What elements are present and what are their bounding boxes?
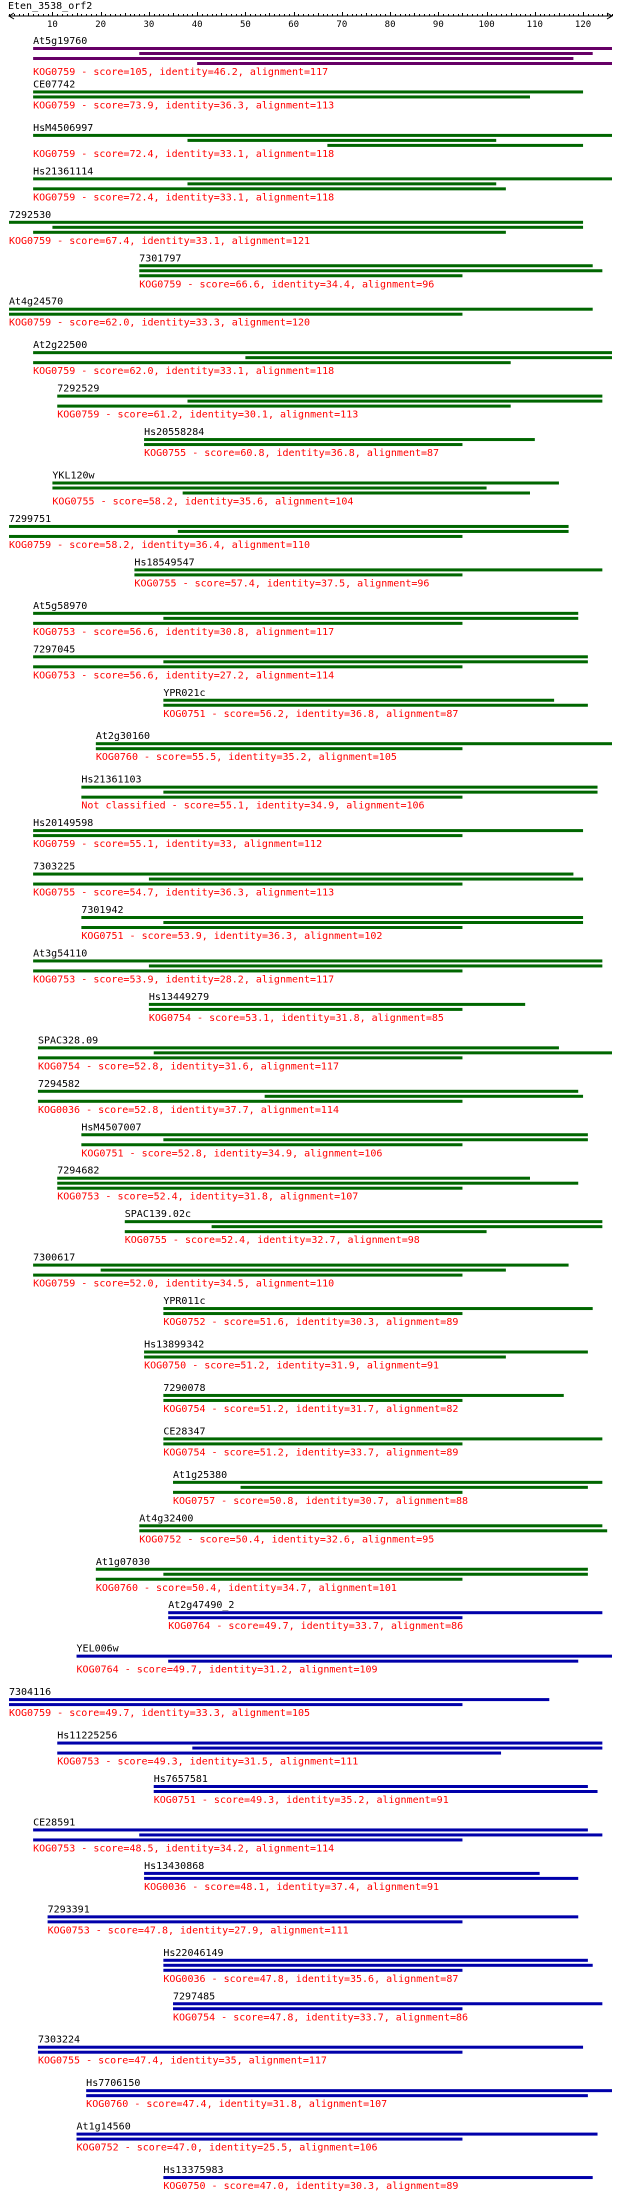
hit-score-label: KOG0036 - score=48.1, identity=37.4, alignment=91 [144, 1881, 440, 1893]
hit-name: 7300617 [33, 1252, 76, 1264]
axis-tick-label: 90 [432, 20, 444, 30]
alignment-segment [9, 221, 583, 224]
alignment-segment [149, 964, 602, 967]
hit-score-label: KOG0757 - score=50.8, identity=30.7, alignment=88 [173, 1495, 469, 1507]
hit-name: Hs21361114 [33, 166, 94, 178]
hit-row[interactable] [33, 862, 583, 899]
hit-score-label: Not classified - score=55.1, identity=34.9, alignment=106 [81, 800, 425, 812]
alignment-segment [154, 1790, 598, 1793]
hit-score-label: KOG0751 - score=52.8, identity=34.9, alignment=106 [81, 1148, 383, 1160]
hit-name: YPR011c [163, 1296, 206, 1308]
hit-score-label: KOG0753 - score=48.5, identity=34.2, alignment=114 [33, 1843, 335, 1855]
alignment-segment [33, 47, 612, 50]
hit-name: At2g30160 [95, 731, 151, 743]
hit-row[interactable] [57, 1166, 578, 1203]
alignment-segment [163, 1399, 462, 1402]
alignment-segment [163, 699, 554, 702]
alignment-segment [77, 2133, 598, 2136]
axis-tick-label: 80 [384, 20, 396, 30]
axis-tick-label: 60 [288, 20, 300, 30]
alignment-segment [149, 878, 583, 881]
hit-score-label: KOG0759 - score=55.1, identity=33, alignment=112 [33, 839, 323, 851]
hit-score-label: KOG0754 - score=51.2, identity=33.7, alignment=89 [163, 1447, 459, 1459]
alignment-segment [33, 187, 506, 190]
hit-list [9, 36, 612, 2192]
hit-name: Hs13375983 [163, 2165, 224, 2177]
hit-row[interactable] [168, 1600, 602, 1632]
hit-name: Hs18549547 [134, 557, 195, 569]
alignment-segment [38, 1100, 463, 1103]
hit-row[interactable] [81, 1122, 588, 1159]
alignment-segment [139, 1529, 607, 1532]
hit-score-label: KOG0751 - score=56.2, identity=36.8, alignment=87 [163, 708, 459, 720]
alignment-segment [86, 2094, 588, 2097]
alignment-segment [163, 1959, 588, 1962]
hit-name: At1g25380 [173, 1469, 228, 1481]
alignment-segment [168, 1660, 578, 1663]
alignment-segment [144, 1356, 506, 1359]
alignment-segment [38, 1056, 463, 1059]
alignment-segment [144, 1351, 588, 1354]
hit-score-label: KOG0760 - score=50.4, identity=34.7, alignment=101 [95, 1582, 397, 1594]
alignment-segment [173, 1481, 602, 1484]
hit-row[interactable] [9, 297, 593, 329]
hit-score-label: KOG0752 - score=51.6, identity=30.3, alignment=89 [163, 1317, 459, 1329]
alignment-segment [144, 1872, 540, 1875]
hit-score-label: KOG0755 - score=58.2, identity=35.6, alignment=104 [52, 496, 354, 508]
hit-row[interactable] [163, 1383, 563, 1415]
hit-name: 7303224 [37, 2034, 81, 2046]
alignment-segment [163, 660, 588, 663]
hit-name: Hs7706150 [86, 2078, 141, 2090]
hit-name: Hs21361103 [81, 774, 142, 786]
alignment-segment [57, 1177, 530, 1180]
hit-score-label: KOG0754 - score=47.8, identity=33.7, alignment=86 [173, 2012, 469, 2024]
alignment-segment [48, 1920, 463, 1923]
hit-name: HsM4507007 [81, 1122, 142, 1134]
alignment-segment [139, 269, 602, 272]
alignment-segment [33, 351, 612, 354]
alignment-segment [149, 1008, 463, 1011]
alignment-segment [81, 1143, 462, 1146]
hit-row[interactable] [38, 1035, 612, 1072]
hit-row[interactable] [86, 2078, 612, 2110]
alignment-segment [144, 1877, 578, 1880]
alignment-segment [33, 612, 578, 615]
hit-row[interactable] [163, 1948, 592, 1985]
alignment-segment [212, 1225, 603, 1228]
alignment-segment [265, 1095, 583, 1098]
hit-score-label: KOG0753 - score=47.8, identity=27.9, alignment=111 [47, 1925, 349, 1937]
alignment-segment [163, 1437, 602, 1440]
alignment-segment [245, 356, 612, 359]
hit-score-label: KOG0755 - score=54.7, identity=36.3, alignment=113 [33, 887, 335, 899]
axis-tick-label: 40 [191, 20, 203, 30]
alignment-segment [163, 1442, 462, 1445]
alignment-segment [38, 2046, 583, 2049]
alignment-segment [33, 655, 588, 658]
hit-name: Hs20558284 [144, 427, 205, 439]
hit-name: 7304116 [9, 1687, 52, 1699]
hit-score-label: KOG0751 - score=53.9, identity=36.3, alignment=102 [81, 931, 383, 942]
hit-score-label: KOG0764 - score=49.7, identity=31.2, alignment=109 [76, 1664, 378, 1676]
alignment-segment [173, 2002, 602, 2005]
hit-row[interactable] [33, 1817, 602, 1854]
alignment-segment [163, 1969, 462, 1972]
alignment-segment [9, 1698, 549, 1701]
alignment-segment [57, 1187, 462, 1190]
alignment-segment [163, 2176, 592, 2179]
hit-score-label: KOG0759 - score=62.0, identity=33.3, alignment=120 [9, 317, 311, 329]
alignment-segment [33, 134, 612, 137]
alignment-segment [96, 747, 463, 750]
chart-title: Eten_3538_orf2 [8, 1, 93, 12]
hit-score-label: KOG0759 - score=61.2, identity=30.1, alignment=113 [57, 409, 359, 421]
hit-name: 7292530 [9, 209, 52, 221]
alignment-segment [173, 1491, 462, 1494]
alignment-segment [139, 264, 592, 267]
hit-name: CE28347 [163, 1426, 206, 1438]
hit-name: 7290078 [163, 1382, 206, 1394]
alignment-segment [33, 873, 573, 876]
hit-row[interactable] [139, 1513, 607, 1545]
hit-name: At2g22500 [33, 340, 88, 352]
alignment-segment [139, 52, 592, 55]
hit-name: 7294682 [57, 1165, 100, 1177]
alignment-segment [187, 139, 496, 142]
hit-row[interactable] [134, 557, 602, 589]
hit-score-label: KOG0751 - score=49.3, identity=35.2, alignment=91 [153, 1795, 449, 1806]
alignment-segment [33, 177, 612, 180]
hit-score-label: KOG0759 - score=73.9, identity=36.3, alignment=113 [33, 100, 335, 112]
hit-name: CE07742 [33, 79, 76, 91]
hit-score-label: KOG0760 - score=47.4, identity=31.8, alignment=107 [86, 2099, 388, 2111]
hit-row[interactable] [33, 36, 612, 78]
alignment-segment [101, 1269, 506, 1272]
hit-name: Hs13430868 [144, 1860, 205, 1872]
hit-name: 7301797 [139, 253, 182, 265]
hit-score-label: KOG0755 - score=47.4, identity=35, alignment=117 [37, 2055, 327, 2067]
alignment-segment [139, 274, 462, 277]
alignment-segment [9, 308, 593, 311]
hit-score-label: KOG0753 - score=56.6, identity=27.2, alignment=114 [33, 670, 335, 682]
hit-row[interactable] [144, 1861, 578, 1893]
axis-tick-label: 70 [336, 20, 348, 30]
hit-score-label: KOG0759 - score=66.6, identity=34.4, alignment=96 [139, 279, 435, 291]
hit-name: YEL006w [76, 1643, 119, 1655]
alignment-segment [48, 1915, 579, 1918]
alignment-segment [163, 1138, 588, 1141]
hit-score-label: KOG0754 - score=51.2, identity=31.7, alignment=82 [163, 1403, 459, 1415]
alignment-segment [33, 959, 602, 962]
hit-score-label: KOG0753 - score=49.3, identity=31.5, alignment=111 [57, 1756, 359, 1768]
hit-score-label: KOG0754 - score=52.8, identity=31.6, alignment=117 [37, 1061, 339, 1073]
alignment-segment [163, 791, 597, 794]
hit-score-label: KOG0752 - score=47.0, identity=25.5, alignment=106 [76, 2142, 378, 2154]
hit-score-label: KOG0755 - score=60.8, identity=36.8, alignment=87 [144, 448, 440, 460]
hit-row[interactable] [33, 166, 612, 203]
alignment-segment [139, 1833, 602, 1836]
hit-name: At2g47490_2 [168, 1600, 235, 1612]
hit-row[interactable] [48, 1904, 579, 1936]
alignment-segment [33, 622, 462, 625]
alignment-segment [144, 438, 535, 441]
alignment-segment [77, 2138, 463, 2141]
hit-row[interactable] [9, 210, 583, 247]
hit-name: SPAC139.02c [124, 1209, 192, 1221]
axis-tick-label: 30 [143, 20, 155, 30]
alignment-segment [178, 530, 569, 533]
hit-score-label: KOG0760 - score=55.5, identity=35.2, alignment=105 [95, 752, 397, 764]
hit-name: At1g07030 [95, 1556, 151, 1568]
alignment-segment [52, 487, 486, 490]
alignment-segment [33, 1264, 568, 1267]
hit-row[interactable] [144, 1340, 588, 1372]
alignment-segment [33, 95, 530, 98]
alignment-segment [241, 1486, 588, 1489]
hit-score-label: KOG0759 - score=67.4, identity=33.1, alignment=121 [9, 235, 311, 247]
alignment-segment [9, 313, 462, 316]
alignment-segment [144, 443, 462, 446]
alignment-segment [81, 1133, 588, 1136]
alignment-segment [197, 62, 612, 65]
alignment-segment [187, 400, 602, 403]
alignment-segment [57, 1742, 602, 1745]
alignment-segment [33, 665, 462, 668]
hit-name: At5g58970 [33, 600, 88, 612]
hit-name: 7301942 [81, 905, 124, 916]
alignment-segment [33, 1274, 462, 1277]
alignment-segment [192, 1747, 602, 1750]
hit-row[interactable] [9, 1687, 549, 1719]
alignment-segment [163, 704, 588, 707]
alignment-segment [33, 969, 462, 972]
hit-row[interactable] [57, 384, 602, 421]
alignment-segment [163, 1394, 563, 1397]
alignment-segment [81, 796, 462, 799]
sequence-axis [9, 12, 613, 30]
alignment-segment [327, 144, 583, 147]
hit-score-label: KOG0753 - score=53.9, identity=28.2, alignment=117 [33, 974, 335, 986]
hit-name: YPR021c [163, 687, 206, 699]
axis-tick-label: 120 [574, 20, 592, 30]
hit-score-label: KOG0759 - score=105, identity=46.2, alignment=117 [33, 67, 329, 78]
alignment-segment [52, 482, 559, 485]
hit-row[interactable] [81, 775, 597, 812]
alignment-segment [173, 2007, 462, 2010]
hit-row[interactable] [173, 1991, 602, 2023]
alignment-segment [187, 182, 496, 185]
hit-name: At1g14560 [76, 2121, 131, 2133]
hit-name: 7293391 [47, 1904, 90, 1916]
hit-row[interactable] [163, 1296, 592, 1328]
hit-row[interactable] [38, 2035, 583, 2067]
alignment-segment [81, 926, 462, 929]
alignment-segment [33, 361, 511, 364]
hit-score-label: KOG0759 - score=49.7, identity=33.3, alignment=105 [9, 1708, 311, 1720]
alignment-segment [38, 1090, 578, 1093]
hit-score-label: KOG0759 - score=62.0, identity=33.1, alignment=118 [33, 366, 335, 378]
hit-name: HsM4506997 [33, 122, 94, 134]
hit-name: Hs13899342 [144, 1339, 205, 1351]
hit-row[interactable] [52, 471, 559, 508]
alignment-segment [134, 573, 462, 576]
hit-row[interactable] [154, 1774, 598, 1806]
axis-tick-label: 10 [46, 20, 58, 30]
hit-name: Hs13449279 [148, 991, 210, 1003]
alignment-segment [33, 829, 583, 832]
hit-row[interactable] [96, 731, 612, 763]
hit-name: 7294582 [37, 1078, 81, 1090]
hit-row[interactable] [33, 340, 612, 377]
alignment-segment [57, 395, 602, 398]
alignment-segment [9, 535, 462, 538]
alignment-segment [81, 916, 583, 919]
hit-row[interactable] [33, 948, 602, 985]
hit-name: At4g32400 [139, 1513, 194, 1525]
hit-name: At3g54110 [33, 948, 88, 960]
hit-score-label: KOG0755 - score=52.4, identity=32.7, alignment=98 [124, 1235, 420, 1247]
axis-tick-label: 100 [478, 20, 495, 30]
alignment-segment [38, 2051, 463, 2054]
alignment-segment [163, 1307, 592, 1310]
hit-row[interactable] [144, 427, 535, 459]
alignment-segment [9, 1703, 462, 1706]
alignment-segment [77, 1655, 612, 1658]
alignment-segment [57, 405, 510, 408]
hit-row[interactable] [33, 818, 583, 850]
alignment-segment [134, 568, 602, 571]
alignment-segment [33, 1838, 462, 1841]
hit-score-label: KOG0036 - score=52.8, identity=37.7, alignment=114 [37, 1104, 339, 1116]
hit-name: 7297045 [33, 644, 76, 656]
axis-tick-label: 50 [239, 20, 251, 30]
hit-score-label: KOG0759 - score=58.2, identity=36.4, alignment=110 [9, 539, 311, 551]
hit-row[interactable] [81, 905, 583, 942]
hit-score-label: KOG0753 - score=52.4, identity=31.8, alignment=107 [57, 1191, 359, 1203]
alignment-segment [96, 1568, 588, 1571]
hit-score-label: KOG0759 - score=52.0, identity=34.5, alignment=110 [33, 1278, 335, 1290]
hit-row[interactable] [33, 123, 612, 160]
hit-score-label: KOG0764 - score=49.7, identity=33.7, alignment=86 [168, 1621, 464, 1633]
alignment-segment [163, 921, 583, 924]
alignment-segment [57, 1182, 578, 1185]
hit-name: Hs22046149 [163, 1947, 224, 1959]
hit-name: At4g24570 [9, 296, 64, 308]
hit-row[interactable] [38, 1079, 583, 1116]
hit-name: Hs20149598 [33, 818, 94, 830]
hit-score-label: KOG0752 - score=50.4, identity=32.6, alignment=95 [139, 1534, 435, 1546]
hit-row[interactable] [9, 514, 569, 551]
alignment-segment [33, 57, 573, 60]
hit-name: Hs7657581 [153, 1774, 208, 1785]
alignment-segment [125, 1220, 603, 1223]
hit-row[interactable] [77, 1644, 612, 1676]
alignment-segment [96, 742, 612, 745]
hit-score-label: KOG0759 - score=72.4, identity=33.1, alignment=118 [33, 192, 335, 204]
alignment-segment [183, 492, 530, 495]
alignment-segment [154, 1785, 588, 1788]
hit-name: 7299751 [9, 513, 52, 525]
alignment-segment [9, 525, 569, 528]
alignment-segment [33, 1828, 588, 1831]
hit-name: 7297485 [173, 1991, 216, 2003]
alignment-segment [139, 1524, 602, 1527]
hit-name: YKL120w [52, 470, 95, 482]
hit-name: Hs11225256 [57, 1730, 118, 1742]
hit-score-label: KOG0759 - score=72.4, identity=33.1, alignment=118 [33, 148, 335, 160]
hit-row[interactable] [173, 1470, 602, 1507]
axis-tick-label: 110 [526, 20, 543, 30]
hit-name: At5g19760 [33, 36, 88, 47]
hit-score-label: KOG0036 - score=47.8, identity=35.6, alignment=87 [163, 1973, 459, 1985]
alignment-segment [154, 1051, 612, 1054]
alignment-segment [33, 883, 462, 886]
alignment-segment [125, 1230, 487, 1233]
hit-row[interactable] [77, 2122, 598, 2154]
alignment-segment [33, 90, 583, 93]
alignment-segment [52, 226, 583, 229]
hit-score-label: KOG0750 - score=51.2, identity=31.9, alignment=91 [144, 1360, 440, 1372]
alignment-segment [163, 1964, 592, 1967]
axis-tick-label: 20 [95, 20, 107, 30]
alignment-segment [163, 617, 578, 620]
alignment-segment [33, 231, 506, 234]
hit-score-label: KOG0753 - score=56.6, identity=30.8, alignment=117 [33, 626, 335, 638]
alignment-segment [149, 1003, 525, 1006]
hit-score-label: KOG0754 - score=53.1, identity=31.8, alignment=85 [148, 1012, 444, 1024]
hit-name: 7303225 [33, 861, 76, 873]
alignment-segment [168, 1611, 602, 1614]
alignment-segment [33, 834, 462, 837]
alignment-segment [163, 1312, 462, 1315]
alignment-segment [57, 1752, 501, 1755]
alignment-segment [81, 786, 597, 789]
hit-name: SPAC328.09 [37, 1035, 99, 1047]
hit-score-label: KOG0755 - score=57.4, identity=37.5, alignment=96 [134, 578, 430, 590]
hit-row[interactable] [163, 2165, 592, 2192]
hit-name: 7292529 [57, 383, 100, 395]
hit-row[interactable] [125, 1209, 603, 1246]
alignment-segment [163, 1573, 588, 1576]
hit-row[interactable] [139, 253, 602, 290]
hit-row[interactable] [33, 79, 583, 111]
hit-row[interactable] [163, 688, 588, 720]
hit-name: CE28591 [33, 1817, 76, 1829]
hit-row[interactable] [149, 992, 525, 1024]
hit-row[interactable] [96, 1557, 588, 1594]
alignment-segment [96, 1578, 463, 1581]
hit-row[interactable] [33, 644, 588, 681]
hit-score-label: KOG0750 - score=47.0, identity=30.3, alignment=89 [163, 2181, 459, 2193]
alignment-segment [86, 2089, 612, 2092]
hit-row[interactable] [163, 1426, 602, 1458]
hit-row[interactable] [57, 1731, 602, 1768]
hit-row[interactable] [33, 601, 578, 638]
alignment-segment [168, 1616, 462, 1619]
alignment-segment [38, 1046, 559, 1049]
hit-row[interactable] [33, 1253, 568, 1290]
